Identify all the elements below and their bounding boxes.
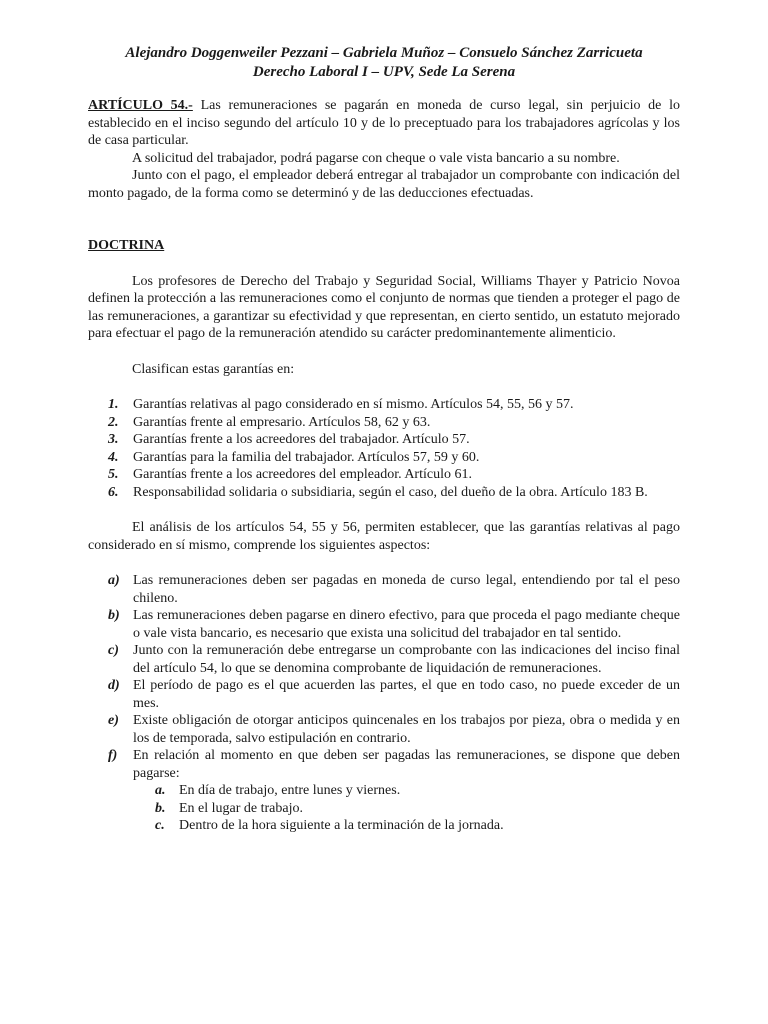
- list-item: [88, 712, 680, 747]
- doctrina-heading: DOCTRINA: [88, 238, 165, 253]
- list-item-text: Responsabilidad solidaria o subsidiaria, según el caso, del dueño de la obra. Artículo 183 B.: [133, 484, 648, 500]
- list-item: [88, 431, 680, 449]
- list-item: [88, 484, 680, 502]
- list-item-text: Garantías frente a los acreedores del empleador. Artículo 61.: [133, 467, 472, 482]
- list-item: [88, 747, 680, 835]
- list-item-text: Las remuneraciones deben ser pagadas en moneda de curso legal, entendiendo por tal el peso chileno.: [133, 573, 680, 606]
- header-course: Derecho Laboral I – UPV, Sede La Serena: [252, 64, 516, 80]
- list-item: [88, 607, 680, 642]
- list-item: [88, 466, 680, 484]
- analisis-paragraph: El análisis de los artículos 54, 55 y 56, permiten establecer, que las garantías relativas al pago considerado en sí mismo, comprende los siguientes aspectos:: [88, 520, 680, 553]
- article-paragraph-3: Junto con el pago, el empleador deberá entregar al trabajador un comprobante con indicación del monto pagado, de la forma como se determinó y de las deducciones efectuadas.: [88, 168, 680, 201]
- article-paragraph-2: A solicitud del trabajador, podrá pagarse con cheque o vale vista bancario a su nombre.: [132, 150, 620, 166]
- list-item-text: Garantías relativas al pago considerado en sí mismo. Artículos 54, 55, 56 y 57.: [133, 397, 574, 412]
- header-authors: Alejandro Doggenweiler Pezzani – Gabriela Muñoz – Consuelo Sánchez Zarricueta: [125, 45, 643, 61]
- list-marker: 4.: [108, 449, 119, 465]
- list-marker: 2.: [108, 414, 119, 430]
- article-text: Las remuneraciones se pagarán en moneda de curso legal, sin perjuicio de lo establecido en el inciso segundo del artículo 10 y de lo preceptuado para los trabajadores agrícolas y los de casa particular.: [88, 98, 681, 148]
- list-item: [88, 396, 680, 414]
- aspectos-list: [88, 572, 680, 835]
- article-heading: ARTÍCULO 54.-: [88, 98, 193, 113]
- doctrina-intro: Los profesores de Derecho del Trabajo y Seguridad Social, Williams Thayer y Patricio Novoa definen la protección a las remuneraciones como el conjunto de normas que tienden a proteger el pago de las remuneraciones, a garantizar su efectividad y que representan, en cierto sentido, un estatuto mejorado para efectuar el pago de la remuneración atendido su carácter predominantemente alimenticio.: [88, 273, 680, 341]
- sublist-item-text: Dentro de la hora siguiente a la terminación de la jornada.: [179, 818, 504, 833]
- list-marker: 3.: [108, 432, 119, 447]
- list-item-text: En relación al momento en que deben ser pagadas las remuneraciones, se dispone que deben pagarse:: [133, 748, 680, 781]
- list-marker: 1.: [108, 397, 119, 412]
- article-54-paragraph: [88, 97, 680, 150]
- list-item: [88, 572, 680, 607]
- list-item-text: Garantías para la familia del trabajador. Artículos 57, 59 y 60.: [133, 449, 480, 465]
- list-marker: d): [108, 678, 120, 693]
- list-item-text: Garantías frente al empresario. Artículos 58, 62 y 63.: [133, 414, 431, 430]
- clasifican-line: Clasifican estas garantías en:: [132, 361, 295, 377]
- list-marker: b): [108, 608, 120, 623]
- sublist-marker: a.: [155, 783, 166, 798]
- list-marker: 6.: [108, 484, 119, 500]
- list-marker: a): [108, 573, 120, 588]
- garantias-list: [88, 396, 680, 501]
- sublist-item-text: En el lugar de trabajo.: [179, 800, 304, 816]
- list-marker: c): [108, 643, 119, 658]
- list-marker: 5.: [108, 467, 119, 482]
- sublist-item: [133, 817, 680, 835]
- list-item-text: El período de pago es el que acuerden las partes, el que en todo caso, no puede exceder de un mes.: [133, 678, 680, 711]
- list-item: [88, 642, 680, 677]
- list-item: [88, 414, 680, 432]
- list-item-text: Garantías frente a los acreedores del trabajador. Artículo 57.: [133, 432, 470, 447]
- sublist-item: [133, 782, 680, 800]
- document-body: [88, 97, 680, 835]
- sublist-marker: c.: [155, 818, 165, 833]
- list-item: [88, 449, 680, 467]
- list-item-text: Junto con la remuneración debe entregarse un comprobante con las indicaciones del inciso final del artículo 54, lo que se denomina comprobante de liquidación de remuneraciones.: [133, 643, 680, 676]
- list-marker: f): [108, 748, 118, 763]
- list-item-text: Las remuneraciones deben pagarse en dinero efectivo, para que proceda el pago mediante cheque o vale vista bancario, es necesario que exista una solicitud del trabajador en tal sentido.: [133, 608, 680, 641]
- list-marker: e): [108, 713, 119, 728]
- sublist-item-text: En día de trabajo, entre lunes y viernes.: [179, 783, 401, 798]
- list-item-text: Existe obligación de otorgar anticipos quincenales en los trabajos por pieza, obra o medida y en los de temporada, salvo estipulación en contrario.: [133, 713, 680, 746]
- subaspectos-list: [133, 782, 680, 835]
- sublist-item: [133, 800, 680, 818]
- sublist-marker: b.: [155, 800, 166, 816]
- page-header: [0, 44, 768, 82]
- list-item: [88, 677, 680, 712]
